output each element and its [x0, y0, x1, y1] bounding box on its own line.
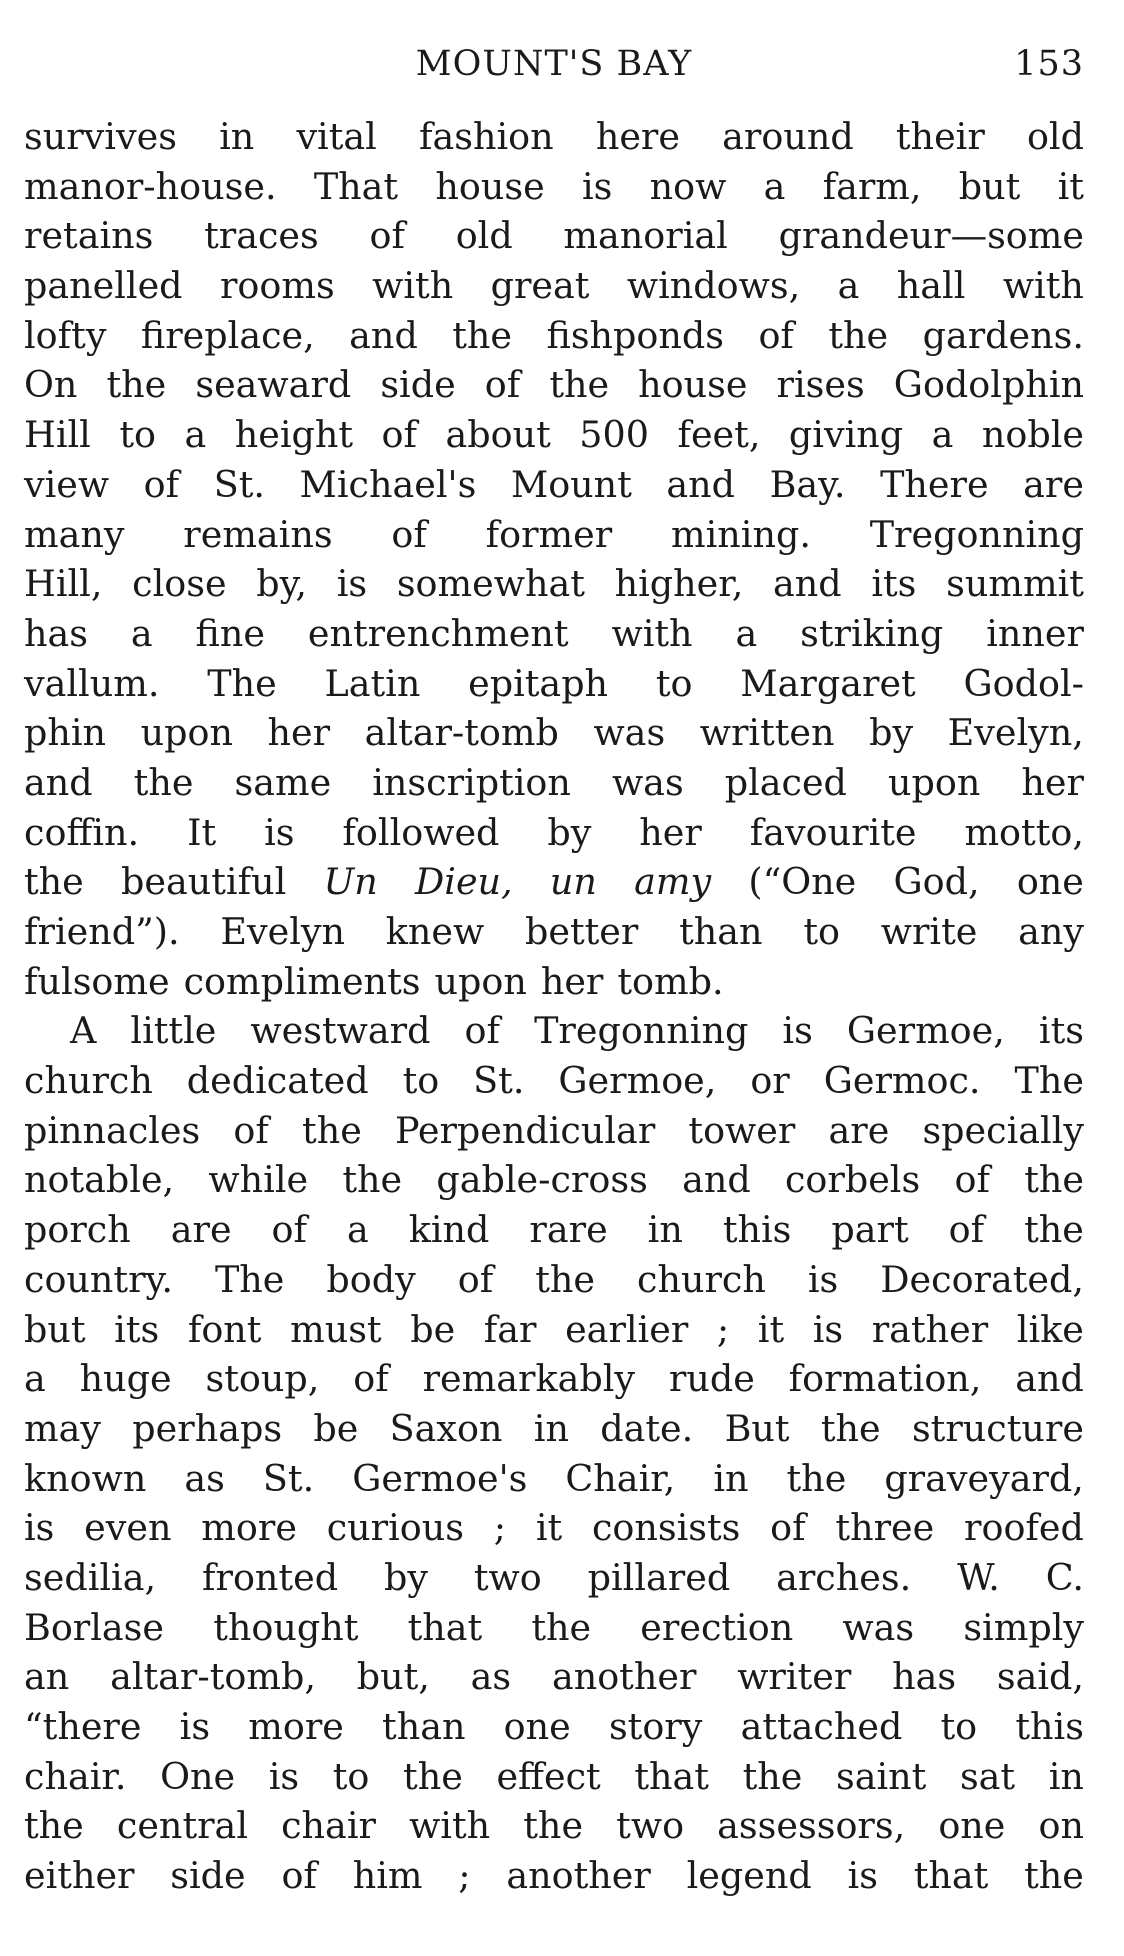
text-line: Hill, close by, is somewhat higher, and its summit — [24, 562, 1084, 606]
text-line: the beautiful Un Dieu, un amy (“One God, one — [24, 860, 1084, 904]
text-line: view of St. Michael's Mount and Bay. There are — [24, 462, 1084, 506]
text-line: sedilia, fronted by two pillared arches. W. C. — [24, 1555, 1084, 1599]
text-line: pinnacles of the Perpendicular tower are specially — [24, 1108, 1084, 1152]
text-line: but its font must be far earlier ; it is rather like — [24, 1307, 1084, 1351]
text-line: On the seaward side of the house rises Godolphin — [24, 363, 1084, 407]
text-line: fulsome compliments upon her tomb. — [24, 959, 724, 1003]
text-line: vallum. The Latin epitaph to Margaret Godol- — [24, 661, 1084, 705]
text-line: the central chair with the two assessors, one on — [24, 1804, 1084, 1848]
running-head — [24, 40, 1084, 94]
text-line: has a fine entrenchment with a striking inner — [24, 611, 1084, 655]
text-line: phin upon her altar-tomb was written by Evelyn, — [24, 711, 1084, 755]
paragraph — [24, 112, 1084, 1006]
body-text — [24, 112, 1084, 1901]
text-line: country. The body of the church is Decorated, — [24, 1257, 1084, 1301]
text-line: chair. One is to the effect that the saint sat in — [24, 1754, 1084, 1798]
paragraph — [24, 1006, 1084, 1900]
text-line: lofty fireplace, and the fishponds of the gardens. — [24, 313, 1084, 357]
text-line: porch are of a kind rare in this part of the — [24, 1208, 1084, 1252]
text-line: many remains of former mining. Tregonning — [24, 512, 1084, 556]
text-line: A little westward of Tregonning is Germoe, its — [70, 1009, 1084, 1053]
text-line: friend”). Evelyn knew better than to write any — [24, 910, 1084, 953]
text-line: a huge stoup, of remarkably rude formation, and — [24, 1357, 1084, 1401]
text-line: an altar-tomb, but, as another writer has said, — [24, 1655, 1084, 1699]
text-line: either side of him ; another legend is that the — [24, 1854, 1084, 1898]
book-page — [24, 40, 1084, 1901]
running-title: MOUNT'S BAY — [415, 44, 693, 84]
text-line: church dedicated to St. Germoe, or Germoc. The — [24, 1059, 1084, 1103]
page-number: 153 — [1014, 44, 1084, 84]
text-line: notable, while the gable-cross and corbels of the — [24, 1158, 1084, 1202]
text-line: coffin. It is followed by her favourite motto, — [24, 810, 1084, 854]
text-line: “there is more than one story attached to this — [24, 1705, 1084, 1748]
text-line: may perhaps be Saxon in date. But the structure — [24, 1406, 1084, 1450]
text-line: retains traces of old manorial grandeur—some — [24, 214, 1084, 258]
text-line: known as St. Germoe's Chair, in the graveyard, — [24, 1456, 1084, 1500]
text-line: manor-house. That house is now a farm, but it — [24, 164, 1084, 208]
text-line: is even more curious ; it consists of three roofed — [24, 1506, 1084, 1550]
text-line: panelled rooms with great windows, a hall with — [24, 264, 1084, 308]
text-line: Borlase thought that the erection was simply — [24, 1605, 1084, 1649]
text-line: survives in vital fashion here around their old — [24, 115, 1084, 158]
text-line: Hill to a height of about 500 feet, giving a noble — [24, 413, 1084, 457]
text-line: and the same inscription was placed upon her — [24, 760, 1084, 804]
